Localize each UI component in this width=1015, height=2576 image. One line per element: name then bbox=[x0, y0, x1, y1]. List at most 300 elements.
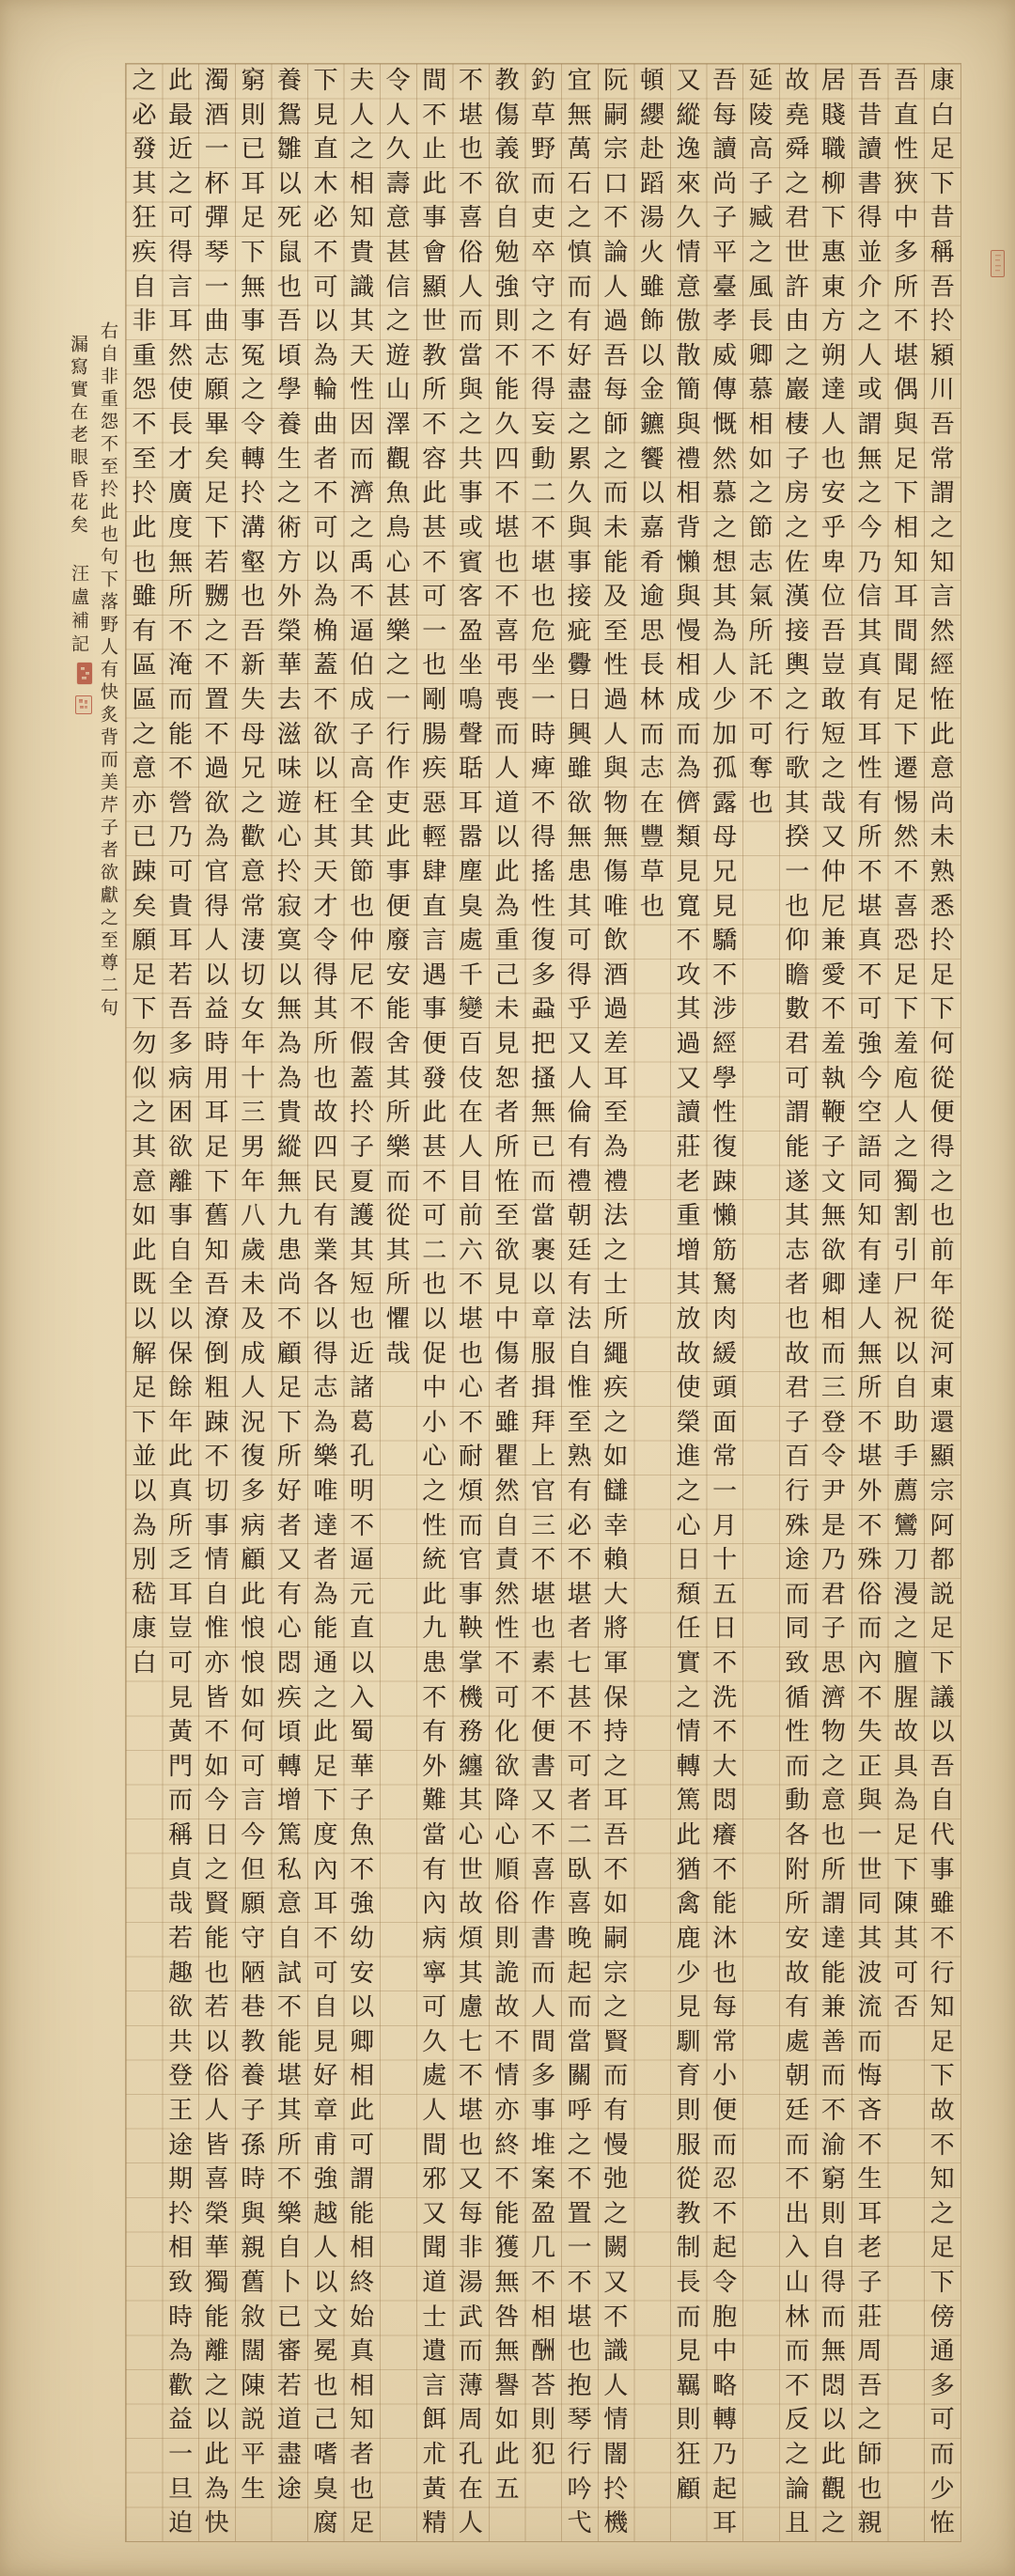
character-cell: 而 bbox=[458, 1511, 483, 1540]
character-cell: 奪 bbox=[748, 755, 773, 784]
character-cell: 貴 bbox=[276, 1099, 302, 1128]
character-cell: 相 bbox=[350, 169, 375, 198]
character-cell: 阮 bbox=[603, 67, 629, 95]
character-cell: 以 bbox=[276, 960, 302, 990]
character-cell: 此 bbox=[422, 1099, 447, 1128]
character-cell: 兼 bbox=[820, 1993, 846, 2022]
character-cell: 前 bbox=[458, 1202, 483, 1231]
character-cell: 其 bbox=[712, 583, 738, 612]
character-cell: 在 bbox=[639, 788, 664, 818]
character-cell: 有 bbox=[422, 1718, 447, 1747]
character-cell: 塵 bbox=[458, 858, 483, 887]
character-cell: 過 bbox=[603, 307, 629, 336]
character-cell: 舊 bbox=[204, 1202, 229, 1231]
character-cell: 舜 bbox=[785, 135, 810, 164]
character-cell: 不 bbox=[494, 341, 520, 370]
character-cell: 不 bbox=[531, 1683, 556, 1712]
character-cell: 不 bbox=[531, 788, 556, 818]
character-cell: 故 bbox=[676, 1339, 701, 1368]
character-cell: 年 bbox=[929, 1271, 955, 1300]
character-cell: 不 bbox=[204, 720, 229, 749]
character-cell: 能 bbox=[603, 548, 629, 577]
character-cell: 下 bbox=[313, 67, 338, 95]
character-cell: 又 bbox=[567, 1030, 592, 1059]
character-cell: 處 bbox=[422, 2062, 447, 2091]
character-cell: 甫 bbox=[313, 2131, 338, 2160]
character-cell: 餘 bbox=[168, 1374, 194, 1403]
text-column-18 bbox=[307, 64, 344, 2541]
character-cell: 以 bbox=[350, 1993, 375, 2022]
character-cell: 簡 bbox=[676, 376, 701, 405]
character-cell: 能 bbox=[494, 376, 520, 405]
character-cell: 甚 bbox=[422, 513, 447, 542]
character-cell: 也 bbox=[458, 2131, 483, 2160]
character-cell: 纓 bbox=[639, 101, 664, 130]
character-cell: 驕 bbox=[712, 927, 738, 956]
character-cell: 保 bbox=[603, 1683, 629, 1712]
character-cell: 不 bbox=[422, 1167, 447, 1196]
character-cell: 堪 bbox=[531, 1580, 556, 1609]
character-cell: 猶 bbox=[676, 1855, 701, 1884]
character-cell: 久 bbox=[494, 411, 520, 440]
character-cell: 好 bbox=[313, 2062, 338, 2091]
character-cell: 儕 bbox=[676, 788, 701, 818]
character-cell: 卿 bbox=[350, 2027, 375, 2056]
character-cell: 遷 bbox=[894, 755, 919, 784]
character-cell: 可 bbox=[567, 1752, 592, 1781]
character-cell: 讀 bbox=[857, 135, 882, 164]
character-cell: 若 bbox=[204, 548, 229, 577]
character-cell: 君 bbox=[820, 1580, 846, 1609]
character-cell: 弛 bbox=[603, 2165, 629, 2194]
character-cell: 至 bbox=[132, 445, 157, 474]
character-cell: 親 bbox=[241, 2234, 266, 2263]
character-cell: 快 bbox=[204, 2509, 229, 2538]
character-cell: 以 bbox=[531, 1271, 556, 1300]
character-cell: 自 bbox=[929, 1787, 955, 1816]
character-cell: 耳 bbox=[894, 583, 919, 612]
character-cell: 扵 bbox=[241, 479, 266, 508]
character-cell: 使 bbox=[168, 376, 194, 405]
character-cell: 也 bbox=[422, 1271, 447, 1300]
character-cell: 俗 bbox=[494, 1890, 520, 1919]
character-cell: 必 bbox=[313, 204, 338, 233]
marginal-correction-note bbox=[60, 321, 122, 1064]
character-cell: 鼠 bbox=[276, 239, 302, 268]
character-cell: 同 bbox=[785, 1615, 810, 1644]
character-cell: 九 bbox=[422, 1615, 447, 1644]
character-cell: 高 bbox=[350, 755, 375, 784]
character-cell: 也 bbox=[857, 2475, 882, 2504]
character-cell: 為 bbox=[313, 1408, 338, 1437]
character-cell: 之 bbox=[458, 411, 483, 440]
character-cell: 欲 bbox=[567, 788, 592, 818]
character-cell: 審 bbox=[276, 2337, 302, 2366]
character-cell: 七 bbox=[458, 2027, 483, 2056]
character-cell: 臭 bbox=[313, 2475, 338, 2504]
character-cell: 而 bbox=[820, 2062, 846, 2091]
character-cell: 薄 bbox=[458, 2371, 483, 2400]
character-cell: 故 bbox=[785, 67, 810, 95]
character-cell: 令 bbox=[385, 67, 411, 95]
character-cell: 養 bbox=[241, 2062, 266, 2091]
character-cell: 慎 bbox=[567, 239, 592, 268]
character-cell: 久 bbox=[567, 479, 592, 508]
character-cell: 以 bbox=[168, 1304, 194, 1334]
character-cell: 生 bbox=[857, 2165, 882, 2194]
character-cell: 五 bbox=[712, 1580, 738, 1609]
character-cell: 令 bbox=[712, 2269, 738, 2297]
character-cell: 見 bbox=[313, 101, 338, 130]
character-cell: 置 bbox=[204, 685, 229, 714]
character-cell: 多 bbox=[531, 2062, 556, 2091]
character-cell: 豐 bbox=[639, 823, 664, 852]
character-cell: 不 bbox=[567, 1546, 592, 1575]
character-cell: 可 bbox=[929, 2406, 955, 2435]
character-cell: 聞 bbox=[422, 2234, 447, 2263]
character-cell: 渝 bbox=[820, 2131, 846, 2160]
character-cell: 新 bbox=[241, 651, 266, 680]
character-cell: 小 bbox=[422, 1408, 447, 1437]
character-cell: 之 bbox=[531, 307, 556, 336]
character-cell: 闊 bbox=[241, 2337, 266, 2366]
character-cell: 而 bbox=[350, 445, 375, 474]
character-cell: 日 bbox=[204, 1821, 229, 1850]
character-cell: 無 bbox=[241, 273, 266, 302]
character-cell: 耳 bbox=[603, 1787, 629, 1816]
note-seal-2-icon bbox=[75, 695, 92, 714]
character-cell: 大 bbox=[712, 1752, 738, 1781]
character-cell: 復 bbox=[712, 1132, 738, 1162]
character-cell: 下 bbox=[929, 169, 955, 198]
character-cell: 則 bbox=[241, 101, 266, 130]
character-cell: 轉 bbox=[676, 1752, 701, 1781]
character-cell: 川 bbox=[929, 376, 955, 405]
character-cell: 邪 bbox=[422, 2165, 447, 2194]
character-cell: 及 bbox=[603, 583, 629, 612]
character-cell: 位 bbox=[820, 583, 846, 612]
character-cell: 此 bbox=[168, 67, 194, 95]
character-cell: 頹 bbox=[676, 1580, 701, 1609]
character-cell: 觀 bbox=[820, 2475, 846, 2504]
character-cell: 人 bbox=[603, 2371, 629, 2400]
character-cell: 不 bbox=[785, 2371, 810, 2400]
character-cell: 內 bbox=[857, 1649, 882, 1678]
character-cell: 已 bbox=[241, 135, 266, 164]
character-cell: 讀 bbox=[712, 135, 738, 164]
character-cell: 有 bbox=[567, 307, 592, 336]
character-cell: 犯 bbox=[531, 2441, 556, 2470]
character-cell: 阿 bbox=[929, 1511, 955, 1540]
character-cell: 歡 bbox=[241, 823, 266, 852]
character-cell: 以 bbox=[313, 548, 338, 577]
character-cell: 中 bbox=[494, 1304, 520, 1334]
character-cell: 散 bbox=[676, 341, 701, 370]
character-cell: 循 bbox=[785, 1683, 810, 1712]
character-cell: 區 bbox=[132, 685, 157, 714]
character-cell: 坐 bbox=[531, 651, 556, 680]
character-cell: 兼 bbox=[820, 927, 846, 956]
character-cell: 卿 bbox=[820, 1271, 846, 1300]
character-cell: 也 bbox=[313, 2371, 338, 2400]
character-cell: 也 bbox=[422, 651, 447, 680]
character-cell: 一 bbox=[712, 1476, 738, 1506]
character-cell: 則 bbox=[676, 2406, 701, 2435]
character-cell: 為 bbox=[168, 2337, 194, 2366]
text-column-19 bbox=[272, 64, 308, 2541]
character-cell: 足 bbox=[241, 204, 266, 233]
character-cell: 一 bbox=[385, 685, 411, 714]
character-cell: 自 bbox=[168, 1236, 194, 1265]
character-cell: 顧 bbox=[241, 1546, 266, 1575]
character-cell: 小 bbox=[712, 2062, 738, 2091]
character-cell: 恠 bbox=[929, 685, 955, 714]
character-cell: 其 bbox=[785, 1202, 810, 1231]
character-cell: 堪 bbox=[494, 513, 520, 542]
character-cell: 之 bbox=[385, 307, 411, 336]
character-cell: 可 bbox=[168, 1649, 194, 1678]
character-cell: 一 bbox=[785, 858, 810, 887]
character-cell: 殊 bbox=[857, 1546, 882, 1575]
character-cell: 之 bbox=[676, 1476, 701, 1506]
character-cell: 華 bbox=[204, 2234, 229, 2263]
character-cell: 禮 bbox=[676, 445, 701, 474]
character-cell: 之 bbox=[276, 479, 302, 508]
character-cell: 疾 bbox=[276, 1683, 302, 1712]
character-cell: 可 bbox=[168, 204, 194, 233]
character-cell: 六 bbox=[458, 1236, 483, 1265]
character-cell: 悶 bbox=[712, 1787, 738, 1816]
character-cell: 轉 bbox=[241, 445, 266, 474]
character-cell: 欲 bbox=[168, 1993, 194, 2022]
character-cell: 累 bbox=[567, 445, 592, 474]
character-cell: 如 bbox=[748, 445, 773, 474]
character-cell: 木 bbox=[313, 169, 338, 198]
character-cell: 下 bbox=[929, 995, 955, 1024]
character-cell: 甚 bbox=[385, 239, 411, 268]
character-cell: 之 bbox=[785, 513, 810, 542]
character-cell: 接 bbox=[567, 583, 592, 612]
character-cell: 魚 bbox=[350, 1821, 375, 1850]
character-cell: 得 bbox=[567, 960, 592, 990]
character-cell: 中 bbox=[712, 2337, 738, 2366]
text-column-17 bbox=[344, 64, 381, 2541]
character-cell: 統 bbox=[422, 1546, 447, 1575]
text-column-22 bbox=[163, 64, 199, 2541]
character-cell: 相 bbox=[531, 2303, 556, 2332]
character-cell: 切 bbox=[204, 1476, 229, 1506]
character-cell: 今 bbox=[857, 513, 882, 542]
character-cell: 年 bbox=[241, 1030, 266, 1059]
character-cell: 去 bbox=[276, 685, 302, 714]
character-cell: 病 bbox=[241, 1511, 266, 1540]
character-cell: 直 bbox=[422, 892, 447, 921]
character-cell: 令 bbox=[241, 411, 266, 440]
character-cell: 四 bbox=[494, 445, 520, 474]
character-cell: 術 bbox=[276, 513, 302, 542]
character-cell: 之 bbox=[603, 1993, 629, 2022]
character-cell: 危 bbox=[531, 617, 556, 646]
character-cell: 己 bbox=[313, 2406, 338, 2435]
character-cell: 見 bbox=[712, 892, 738, 921]
character-cell: 心 bbox=[276, 823, 302, 852]
character-cell: 安 bbox=[350, 1959, 375, 1988]
character-cell: 生 bbox=[241, 2475, 266, 2504]
character-cell: 不 bbox=[748, 685, 773, 714]
character-cell: 言 bbox=[168, 273, 194, 302]
character-cell: 人 bbox=[857, 341, 882, 370]
character-cell: 者 bbox=[350, 2441, 375, 2470]
character-cell: 悉 bbox=[929, 892, 955, 921]
character-cell: 切 bbox=[241, 960, 266, 990]
character-cell: 其 bbox=[313, 995, 338, 1024]
character-cell: 不 bbox=[929, 1924, 955, 1953]
character-cell: 也 bbox=[531, 583, 556, 612]
character-cell: 為 bbox=[132, 1511, 157, 1540]
character-cell: 腐 bbox=[313, 2509, 338, 2538]
character-cell: 為 bbox=[313, 583, 338, 612]
character-cell: 自 bbox=[132, 273, 157, 302]
character-cell: 之 bbox=[894, 1132, 919, 1162]
character-cell: 善 bbox=[820, 2027, 846, 2056]
character-cell: 便 bbox=[929, 1099, 955, 1128]
character-cell: 有 bbox=[567, 1476, 592, 1506]
character-cell: 弋 bbox=[567, 2509, 592, 2538]
character-cell: 抱 bbox=[567, 2371, 592, 2400]
character-cell: 兄 bbox=[241, 755, 266, 784]
character-cell: 其 bbox=[132, 1132, 157, 1162]
character-cell: 相 bbox=[820, 1304, 846, 1334]
character-cell: 或 bbox=[458, 513, 483, 542]
character-cell: 耳 bbox=[712, 2509, 738, 2538]
character-cell: 所 bbox=[385, 1271, 411, 1300]
character-cell: 性 bbox=[603, 651, 629, 680]
character-cell: 又 bbox=[820, 823, 846, 852]
character-cell: 書 bbox=[857, 169, 882, 198]
character-cell: 興 bbox=[567, 720, 592, 749]
character-cell: 悔 bbox=[857, 2062, 882, 2091]
character-cell: 相 bbox=[676, 651, 701, 680]
character-cell: 論 bbox=[603, 239, 629, 268]
character-cell: 至 bbox=[494, 1202, 520, 1231]
character-cell: 貴 bbox=[350, 239, 375, 268]
character-cell: 此 bbox=[820, 2441, 846, 2470]
character-cell: 有 bbox=[132, 617, 157, 646]
character-cell: 腸 bbox=[422, 720, 447, 749]
character-cell: 聒 bbox=[458, 755, 483, 784]
character-cell: 與 bbox=[567, 513, 592, 542]
character-cell: 官 bbox=[458, 1546, 483, 1575]
character-cell: 年 bbox=[241, 1167, 266, 1196]
character-cell: 所 bbox=[748, 617, 773, 646]
character-cell: 釣 bbox=[531, 67, 556, 95]
character-cell: 正 bbox=[857, 1752, 882, 1781]
character-cell: 可 bbox=[313, 1959, 338, 1988]
character-cell: 士 bbox=[603, 1271, 629, 1300]
character-cell: 所 bbox=[168, 583, 194, 612]
character-cell: 顧 bbox=[276, 1339, 302, 1368]
character-cell: 其 bbox=[676, 995, 701, 1024]
character-cell: 守 bbox=[531, 273, 556, 302]
character-cell: 腥 bbox=[894, 1683, 919, 1712]
character-cell: 願 bbox=[132, 927, 157, 956]
character-cell: 懶 bbox=[712, 1202, 738, 1231]
character-cell: 容 bbox=[422, 445, 447, 474]
character-cell: 卒 bbox=[531, 239, 556, 268]
character-cell: 與 bbox=[603, 755, 629, 784]
character-cell: 也 bbox=[458, 1339, 483, 1368]
character-cell: 文 bbox=[820, 1167, 846, 1196]
character-cell: 見 bbox=[494, 1271, 520, 1300]
character-cell: 傍 bbox=[929, 2303, 955, 2332]
character-cell: 進 bbox=[676, 1443, 701, 1472]
character-cell: 窮 bbox=[820, 2165, 846, 2194]
character-cell: 闕 bbox=[603, 2234, 629, 2263]
character-cell: 三 bbox=[241, 1099, 266, 1128]
character-cell: 情 bbox=[676, 239, 701, 268]
character-cell: 各 bbox=[785, 1821, 810, 1850]
text-column-3 bbox=[851, 64, 888, 2541]
character-cell: 此 bbox=[929, 720, 955, 749]
character-cell: 長 bbox=[639, 651, 664, 680]
character-cell: 此 bbox=[385, 823, 411, 852]
character-cell: 禮 bbox=[603, 1167, 629, 1196]
character-cell: 口 bbox=[603, 169, 629, 198]
character-cell: 尸 bbox=[894, 1271, 919, 1300]
character-cell: 此 bbox=[494, 2441, 520, 2470]
character-cell: 過 bbox=[603, 685, 629, 714]
character-cell: 前 bbox=[929, 1236, 955, 1265]
character-cell: 足 bbox=[204, 1132, 229, 1162]
character-cell: 故 bbox=[929, 2096, 955, 2125]
character-cell: 熟 bbox=[567, 1443, 592, 1472]
character-cell: 喜 bbox=[531, 1855, 556, 1884]
character-cell: 而 bbox=[168, 685, 194, 714]
character-cell: 嗜 bbox=[313, 2441, 338, 2470]
text-column-15 bbox=[416, 64, 453, 2541]
character-cell: 不 bbox=[313, 239, 338, 268]
character-cell: 意 bbox=[276, 1890, 302, 1919]
character-cell: 自 bbox=[313, 1993, 338, 2022]
character-cell: 患 bbox=[567, 858, 592, 887]
note-line-b: 漏寫實在老眼昏花矣 bbox=[68, 335, 88, 538]
character-cell: 也 bbox=[204, 1959, 229, 1988]
character-cell: 吾 bbox=[857, 2371, 882, 2400]
character-cell: 子 bbox=[748, 169, 773, 198]
character-cell: 師 bbox=[603, 411, 629, 440]
character-cell: 無 bbox=[494, 2269, 520, 2297]
character-cell: 瞻 bbox=[785, 960, 810, 990]
character-cell: 潦 bbox=[204, 1304, 229, 1334]
character-cell: 相 bbox=[350, 2371, 375, 2400]
character-cell: 康 bbox=[132, 1615, 157, 1644]
character-cell: 堯 bbox=[785, 101, 810, 130]
character-cell: 嗣 bbox=[603, 101, 629, 130]
character-cell: 無 bbox=[494, 2337, 520, 2366]
character-cell: 常 bbox=[712, 1443, 738, 1472]
character-cell: 不 bbox=[276, 1304, 302, 1334]
character-cell: 轉 bbox=[276, 1752, 302, 1781]
character-cell: 也 bbox=[785, 892, 810, 921]
character-cell: 下 bbox=[276, 1408, 302, 1437]
character-cell: 一 bbox=[531, 685, 556, 714]
character-cell: 林 bbox=[785, 2303, 810, 2332]
character-cell: 性 bbox=[422, 1511, 447, 1540]
character-cell: 陳 bbox=[241, 2371, 266, 2400]
character-cell: 不 bbox=[458, 1408, 483, 1437]
character-cell: 悶 bbox=[276, 1649, 302, 1678]
character-cell: 相 bbox=[894, 513, 919, 542]
